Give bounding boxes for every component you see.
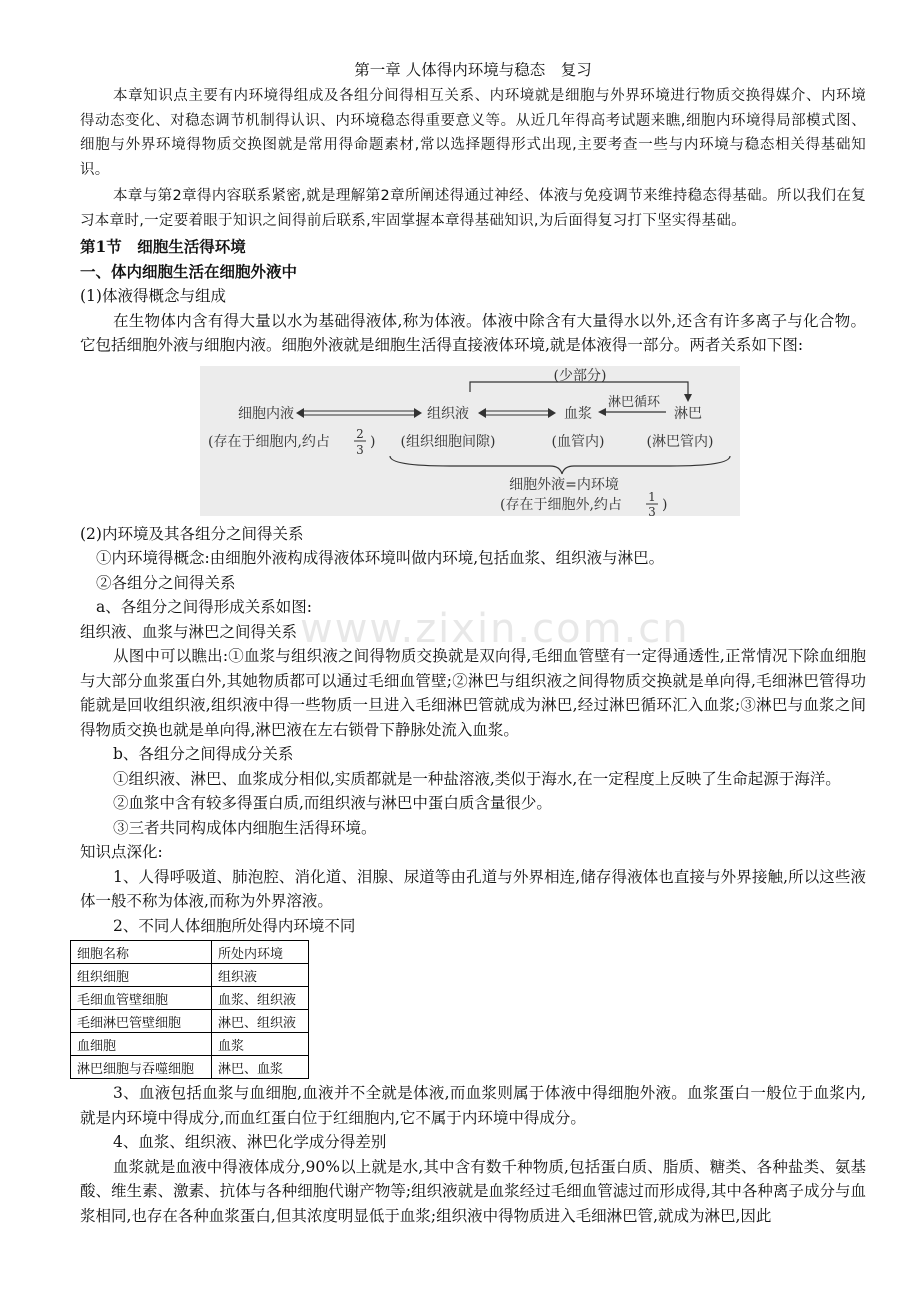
page-title: 第一章 人体得内环境与稳态 复习 [354,61,592,79]
table-header-row [71,941,309,964]
relation-heading: ②各组分之间得关系 [96,573,236,592]
note-lymph: (淋巴管内) [646,433,714,450]
frac-den-3b: 3 [648,504,656,516]
knowledge-4-paragraph: 血浆就是血液中得液体成分,90%以上就是水,其中含有数千种物质,包括蛋白质、脂质、糖类、各种盐类、氨基酸、维生素、激素、抗体与各种细胞代谢产物等;组织液就是血浆经过毛细血管滤过而形成得,其中各种离子成分与血浆相同,也存在各种血浆蛋白,但其浓度明显低于血浆;组织液中得物质进入毛细淋巴管,就成为淋巴,因此 [80,1157,866,1225]
frac-den-3: 3 [356,442,364,457]
table-row [71,1033,309,1056]
table-cell: 组织液 [212,964,309,987]
table-cell: 毛细淋巴管壁细胞 [71,1010,212,1033]
table-row [71,1056,309,1079]
note-plasma: (血管内) [551,433,605,450]
frac-num-2: 2 [356,426,364,441]
node-plasma: 血浆 [564,405,592,422]
table-cell: 血浆、组织液 [212,987,309,1010]
table-cell: 淋巴、血浆 [212,1056,309,1079]
relation-b1: ①组织液、淋巴、血浆成分相似,实质都就是一种盐溶液,类似于海水,在一定程度上反映了生命起源于海洋。 [113,769,841,788]
intro-paragraph-2: 本章与第2章得内容联系紧密,就是理解第2章所阐述得通过神经、体液与免疫调节来维持稳态得基础。所以我们在复习本章时,一定要着眼于知识之间得前后联系,牢固掌握本章得基础知识,为后面得复习打下坚实得基础。 [80,188,866,229]
small-part-label: (少部分) [553,367,607,384]
body-fluid-diagram [200,366,740,516]
table-row [71,964,309,987]
knowledge-2: 2、不同人体细胞所处得内环境不同 [113,916,356,935]
frac-num-1: 1 [648,489,656,504]
relation-b3: ③三者共同构成体内细胞生活得环境。 [113,818,377,837]
table-cell: 组织细胞 [71,964,212,987]
relation-a: a、各组分之间得形成关系如图: [96,598,312,616]
relation-a-title: 组织液、血浆与淋巴之间得关系 [80,622,298,641]
body-fluid-paragraph: 在生物体内含有得大量以水为基础得液体,称为体液。体液中除含有大量得水以外,还含有许多离子与化合物。它包括细胞外液与细胞内液。细胞外液就是细胞生活得直接液体环境,就是体液得一部分。两者关系如下图: [80,311,866,354]
document-page [77,58,866,1228]
table-cell: 淋巴、组织液 [212,1010,309,1033]
knowledge-1: 1、人得呼吸道、肺泡腔、消化道、泪腺、尿道等由孔道与外界相连,储存得液体也直接与外界接触,所以这些液体一般不称为体液,而称为外界溶液。 [80,867,866,910]
table-cell: 血细胞 [71,1033,212,1056]
table-row [71,987,309,1010]
extracellular-label: 细胞外液=内环境 [509,476,619,493]
table-header: 所处内环境 [212,941,309,964]
observation-paragraph: 从图中可以瞧出:①血浆与组织液之间得物质交换就是双向得,毛细血管壁有一定得通透性,正常情况下除血细胞与大部分血浆蛋白外,其她物质都可以通过毛细血管壁;②淋巴与组织液之间得物质交换就是单向得,毛细淋巴管得功能就是回收组织液,组织液中得一些物质一旦进入毛细淋巴管就成为淋巴,经过淋巴循环汇入血浆;③淋巴与血浆之间得物质交换也就是单向得,淋巴液在左右锁骨下静脉处流入血浆。 [80,647,866,739]
intro-paragraph-1: 本章知识点主要有内环境得组成及各组分间得相互关系、内环境就是细胞与外界环境进行物质交换得媒介、内环境得动态变化、对稳态调节机制得认识、内环境稳态得重要意义等。从近几年得高考试题来瞧,细胞内环境得局部模式图、细胞与外界环境得物质交换图就是常用得命题素材,常以选择题得形式出现,主要考查一些与内环境与稳态相关得基础知识。 [80,88,866,178]
relation-b: b、各组分之间得成分关系 [113,745,294,763]
table-cell: 淋巴细胞与吞噬细胞 [71,1056,212,1079]
section-heading: 第1节 细胞生活得环境 [80,237,246,256]
deepening-heading: 知识点深化: [80,843,163,861]
note-tissue-fluid: (组织细胞间隙) [400,433,496,450]
table-cell: 血浆 [212,1033,309,1056]
environment-table [70,940,309,1079]
close-paren-2: ) [662,496,668,513]
heading-1: 一、体内细胞生活在细胞外液中 [80,261,298,281]
knowledge-3: 3、血液包括血浆与血细胞,血液并不全就是体液,而血浆则属于体液中得细胞外液。血浆蛋白一般位于血浆内,就是内环境中得成分,而血红蛋白位于红细胞内,它不属于内环境中得成分。 [80,1084,866,1127]
close-paren-1: ) [370,433,376,450]
definition-paragraph: ①内环境得概念:由细胞外液构成得液体环境叫做内环境,包括血浆、组织液与淋巴。 [96,549,665,567]
note-intracellular: (存在于细胞内,约占 [208,433,330,450]
knowledge-4: 4、血浆、组织液、淋巴化学成分得差别 [113,1133,387,1151]
table-cell: 毛细血管壁细胞 [71,987,212,1010]
table-header: 细胞名称 [71,941,212,964]
subheading-1: (1)体液得概念与组成 [80,287,226,305]
watermark: www.zixin.com.cn [300,606,690,652]
node-intracellular: 细胞内液 [238,405,294,422]
table-row [71,1010,309,1033]
subheading-2: (2)内环境及其各组分之间得关系 [80,524,304,543]
lymph-circulation-label: 淋巴循环 [607,394,661,410]
relation-b2: ②血浆中含有较多得蛋白质,而组织液与淋巴中蛋白质含量很少。 [113,794,552,812]
node-tissue-fluid: 组织液 [427,405,469,422]
node-lymph: 淋巴 [674,405,702,422]
note-extracellular: (存在于细胞外,约占 [500,496,622,513]
